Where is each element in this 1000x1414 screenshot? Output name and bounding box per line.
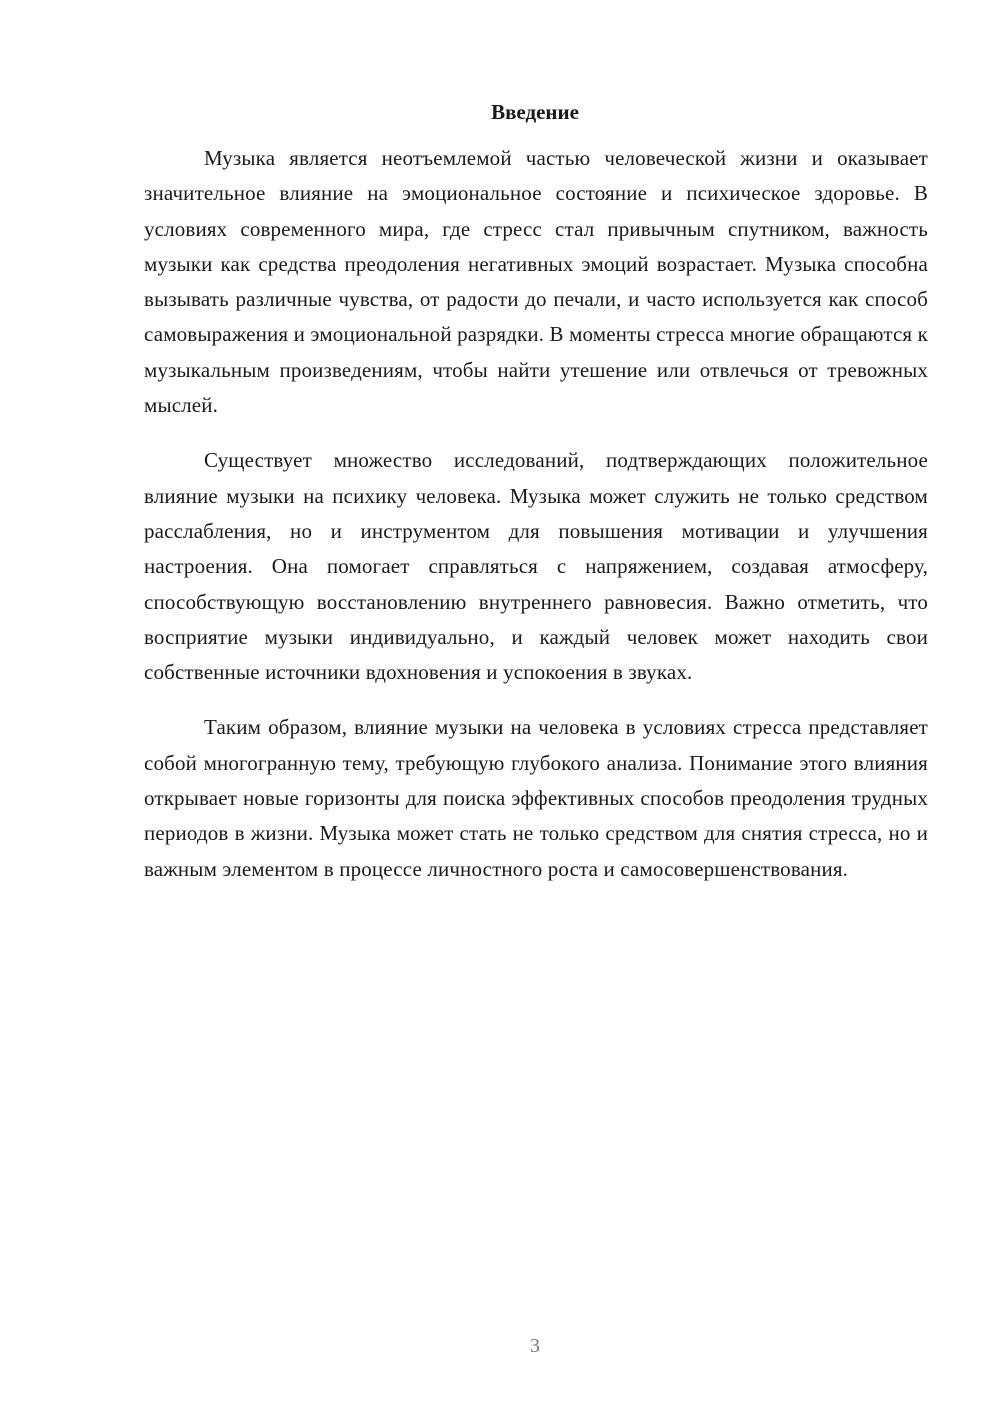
paragraph-1: Музыка является неотъемлемой частью человеческой жизни и оказывает значительное влияние на эмоциональное состояние и психическое здоровье. В условиях современного мира, где стресс стал привычным спутником, важность музыки как средства преодоления негативных эмоций возрастает. Музыка способна вызывать различные чувства, от радости до печали, и часто используется как способ самовыражения и эмоциональной разрядки. В моменты стресса многие обращаются к музыкальным произведениям, чтобы найти утешение или отвлечься от тревожных мыслей. xyxy=(144,146,928,418)
paragraph-3: Таким образом, влияние музыки на человека в условиях стресса представляет собой многогранную тему, требующую глубокого анализа. Понимание этого влияния открывает новые горизонты для поиска эффективных способов преодоления трудных периодов в жизни. Музыка может стать не только средством для снятия стресса, но и важным элементом в процессе личностного роста и самосовершенствования. xyxy=(144,715,928,881)
page-number: 3 xyxy=(530,1335,540,1357)
page-title: Введение xyxy=(491,100,579,124)
body-text xyxy=(144,141,928,907)
paragraph-2: Существует множество исследований, подтверждающих положительное влияние музыки на психику человека. Музыка может служить не только средством расслабления, но и инструментом для повышения мотивации и улучшения настроения. Она помогает справляться с напряжением, создавая атмосферу, способствующую восстановлению внутреннего равновесия. Важно отметить, что восприятие музыки индивидуально, и каждый человек может находить свои собственные источники вдохновения и успокоения в звуках. xyxy=(144,448,928,685)
